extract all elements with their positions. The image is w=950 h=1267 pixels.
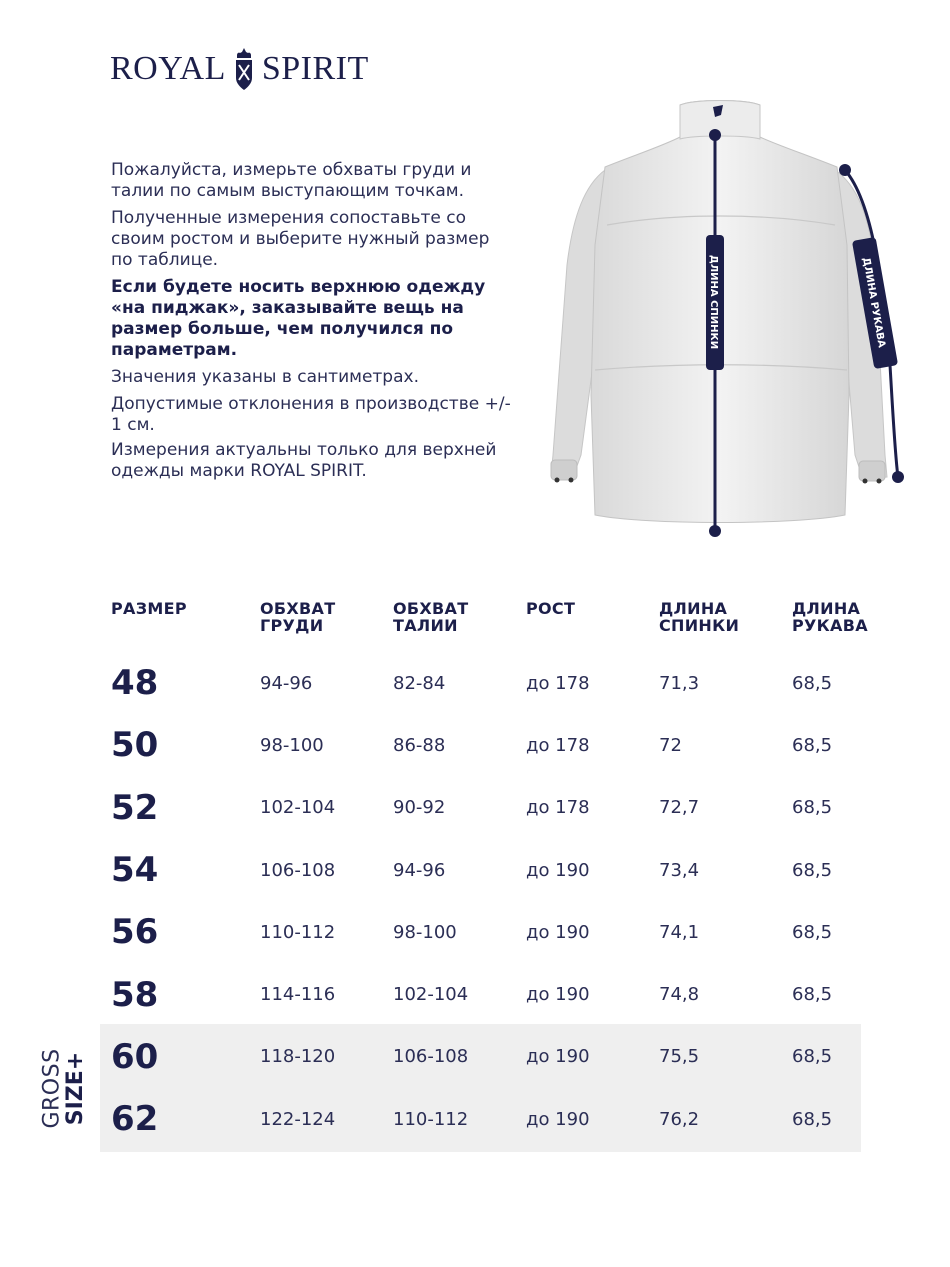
size-value: 50 [111, 725, 159, 766]
size-value: 60 [111, 1036, 159, 1077]
waist-value: 94-96 [393, 859, 446, 881]
table-row [111, 714, 891, 776]
header-sleeve-length: ДЛИНА РУКАВА [792, 599, 868, 635]
waist-value: 98-100 [393, 921, 457, 943]
sleeve-length-start-dot [839, 164, 851, 176]
height-value: до 190 [526, 1108, 590, 1130]
table-row [111, 839, 891, 901]
gross-size-label [28, 1040, 100, 1140]
header-back-length: ДЛИНА СПИНКИ [659, 599, 740, 635]
sleeve-length-end-dot [892, 471, 904, 483]
sleeve-length-value: 68,5 [792, 1108, 833, 1130]
sleeve-length-label: ДЛИНА РУКАВА [860, 256, 887, 349]
chest-value: 94-96 [260, 672, 313, 694]
back-length-value: 71,3 [659, 672, 700, 694]
chest-value: 98-100 [260, 734, 324, 756]
chest-value: 114-116 [260, 984, 336, 1006]
instruction-measure: Пожалуйста, измерьте обхваты груди и талии по самым выступающим точкам. [111, 160, 472, 201]
table-row [111, 963, 891, 1025]
size-value: 62 [111, 1099, 159, 1140]
back-length-start-dot [709, 129, 721, 141]
back-length-value: 74,8 [659, 984, 700, 1006]
back-length-end-dot [709, 525, 721, 537]
jacket-left-cuff [551, 460, 577, 480]
header-size: РАЗМЕР [111, 599, 187, 618]
sleeve-length-value: 68,5 [792, 797, 833, 819]
sleeve-length-value: 68,5 [792, 1046, 833, 1068]
table-row [111, 901, 891, 963]
back-length-value: 72,7 [659, 797, 700, 819]
instructions [111, 160, 511, 488]
sleeve-length-value: 68,5 [792, 672, 833, 694]
header-chest: ОБХВАТ ГРУДИ [260, 599, 336, 635]
header-height: РОСТ [526, 599, 576, 618]
size-value: 54 [111, 850, 159, 891]
chest-value: 102-104 [260, 797, 336, 819]
gross-label-line2: SIZE+ [63, 1051, 89, 1126]
instruction-size-up: Если будете носить верхнюю одежду «на пиджак», заказывайте вещь на размер больше, чем получился по параметрам. [111, 277, 486, 360]
logo-word-left: ROYAL [110, 50, 226, 87]
size-value: 58 [111, 974, 159, 1015]
sleeve-length-value: 68,5 [792, 859, 833, 881]
table-header [111, 600, 891, 652]
instruction-compare: Полученные измерения сопоставьте со своим ростом и выберите нужный размер по таблице. [111, 208, 490, 270]
brand-logo [110, 46, 369, 92]
chest-value: 118-120 [260, 1046, 336, 1068]
size-table [111, 600, 891, 1150]
back-length-value: 76,2 [659, 1108, 700, 1130]
height-value: до 190 [526, 1046, 590, 1068]
table-row [111, 652, 891, 714]
instruction-units: Значения указаны в сантиметрах. [111, 367, 419, 387]
back-length-value: 72 [659, 734, 682, 756]
sleeve-length-value: 68,5 [792, 921, 833, 943]
table-row-gross [111, 1088, 891, 1150]
size-value: 52 [111, 787, 159, 828]
waist-value: 110-112 [393, 1108, 469, 1130]
chest-value: 106-108 [260, 859, 336, 881]
waist-value: 102-104 [393, 984, 469, 1006]
height-value: до 190 [526, 859, 590, 881]
logo-word-right: SPIRIT [261, 50, 369, 87]
gross-label-line1: GROSS [39, 1048, 65, 1129]
table-row [111, 777, 891, 839]
waist-value: 86-88 [393, 734, 446, 756]
back-length-value: 73,4 [659, 859, 700, 881]
waist-value: 82-84 [393, 672, 446, 694]
waist-value: 90-92 [393, 797, 446, 819]
sleeve-length-value: 68,5 [792, 734, 833, 756]
crest-icon [232, 46, 256, 92]
height-value: до 178 [526, 672, 590, 694]
instruction-tolerance: Допустимые отклонения в производстве +/- 1 см. [111, 394, 511, 435]
chest-value: 122-124 [260, 1108, 336, 1130]
instruction-scope: Измерения актуальны только для верхней одежды марки ROYAL SPIRIT. [111, 440, 497, 481]
back-length-label: ДЛИНА СПИНКИ [708, 254, 719, 350]
sleeve-length-value: 68,5 [792, 984, 833, 1006]
waist-value: 106-108 [393, 1046, 469, 1068]
height-value: до 178 [526, 734, 590, 756]
back-length-value: 74,1 [659, 921, 700, 943]
height-value: до 190 [526, 921, 590, 943]
chest-value: 110-112 [260, 921, 336, 943]
size-value: 56 [111, 912, 159, 953]
jacket-illustration [545, 95, 915, 545]
size-value: 48 [111, 663, 159, 704]
height-value: до 190 [526, 984, 590, 1006]
header-waist: ОБХВАТ ТАЛИИ [393, 599, 469, 635]
jacket-right-cuff [859, 461, 885, 481]
height-value: до 178 [526, 797, 590, 819]
back-length-value: 75,5 [659, 1046, 700, 1068]
table-row-gross [111, 1026, 891, 1088]
